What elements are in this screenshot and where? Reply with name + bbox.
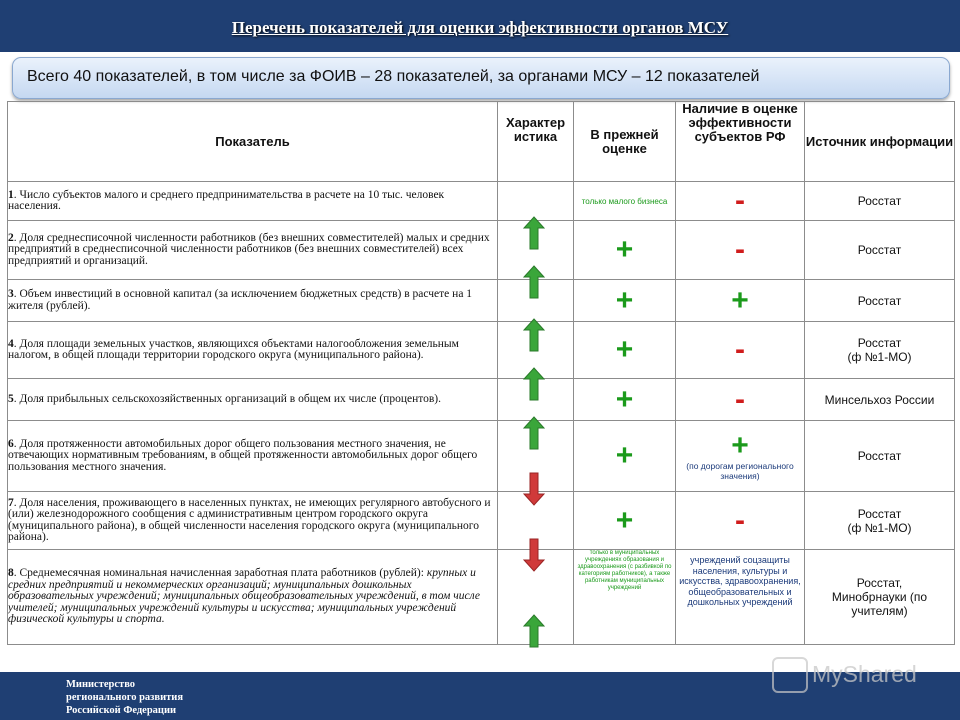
- previous-cell: [574, 421, 676, 492]
- plus-mark: +: [615, 283, 634, 317]
- indicator-cell: 2. Доля среднесписочной численности работников (без внешних совместителей) малых и средних предприятий в среднесписочной численности работников (без внешних совместителей) всех предприятий и организаций.: [8, 221, 498, 280]
- table-row: [8, 280, 955, 322]
- characteristic-cell: [498, 182, 574, 221]
- table-row: [8, 550, 955, 645]
- table-row: [8, 379, 955, 421]
- indicator-cell: 7. Доля населения, проживающего в населенных пунктах, не имеющих регулярного автобусного и (или) железнодорожного сообщения с административным центром городского округа (муниципального района), в общей численности населения городского округа (муниципального района).: [8, 492, 498, 550]
- source-cell: Росстат: [805, 280, 955, 322]
- indicator-cell: 8. Среднемесячная номинальная начисленная заработная плата работников (рублей): крупных и средних предприятий и некоммерческих организаций; муниципальных дошкольных образовательных учреждений; муниципальных общеобразовательных учреждений, в том числе учителей; муниципальных учреждений культуры и искусства; муниципальных учреждений физической культуры и спорта.: [8, 550, 498, 645]
- source-cell: Росстат: [805, 182, 955, 221]
- table-row: [8, 322, 955, 379]
- source-cell: Росстат (ф №1-МО): [805, 492, 955, 550]
- rf-cell: [676, 280, 805, 322]
- previous-note: только малого бизнеса: [581, 196, 668, 206]
- minus-mark: -: [735, 382, 745, 416]
- arrow-up-icon: [523, 416, 545, 450]
- indicator-cell: 6. Доля протяженности автомобильных дорог общего пользования местного значения, не отвечающих нормативным требованиям, в общей протяженности автомобильных дорог общего пользования местного значения.: [8, 421, 498, 492]
- rf-cell: [676, 379, 805, 421]
- minus-mark: -: [735, 233, 745, 266]
- rf-cell: [676, 221, 805, 280]
- table-row: [8, 182, 955, 221]
- minus-mark: -: [735, 333, 745, 366]
- plus-mark: +: [615, 333, 634, 366]
- ministry-label: Министерство регионального развития Российской Федерации: [66, 679, 184, 716]
- plus-mark: +: [615, 233, 634, 266]
- source-cell: Росстат: [805, 221, 955, 280]
- arrow-up-icon: [523, 216, 545, 250]
- indicator-cell: 5. Доля прибыльных сельскохозяйственных организаций в общем их числе (процентов).: [8, 379, 498, 421]
- indicators-table: [7, 101, 955, 645]
- plus-mark: +: [731, 283, 749, 317]
- indicator-cell: 3. Объем инвестиций в основной капитал (за исключением бюджетных средств) в расчете на 1 жителя (рублей).: [8, 280, 498, 322]
- summary-banner: [12, 57, 950, 99]
- previous-cell: [574, 379, 676, 421]
- previous-cell: [574, 221, 676, 280]
- minus-mark: -: [735, 184, 745, 217]
- rf-note: (по дорогам регионального значения): [686, 461, 794, 481]
- source-cell: Минсельхоз России: [805, 379, 955, 421]
- arrow-down-icon: [523, 472, 545, 506]
- arrow-up-icon: [523, 265, 545, 299]
- watermark-text: MyShared: [812, 661, 917, 687]
- rf-cell: [676, 322, 805, 379]
- plus-mark: +: [615, 382, 634, 416]
- plus-mark: +: [731, 429, 749, 462]
- plus-mark: +: [615, 439, 634, 472]
- previous-note: только в муниципальных учреждениях образования и здравоохранения (с разбивкой по категориям работников), а также работникам муниципальных учреждений: [577, 550, 672, 591]
- summary-text: Всего 40 показателей, в том числе за ФОИВ – 28 показателей, за органами МСУ – 12 показателей: [27, 68, 760, 85]
- arrow-up-icon: [523, 318, 545, 352]
- source-cell: Росстат (ф №1-МО): [805, 322, 955, 379]
- header-indicator: Показатель: [8, 102, 498, 182]
- rf-cell: [676, 182, 805, 221]
- previous-cell: [574, 492, 676, 550]
- arrow-down-icon: [523, 538, 545, 572]
- indicator-cell: 4. Доля площади земельных участков, являющихся объектами налогообложения земельным налогом, в общей площади территории городского округа (муниципального района).: [8, 322, 498, 379]
- table-row: [8, 492, 955, 550]
- arrow-up-icon: [523, 367, 545, 401]
- table-header-row: [8, 102, 955, 182]
- header-previous: В прежней оценке: [574, 102, 676, 182]
- previous-cell: [574, 280, 676, 322]
- rf-cell: [676, 492, 805, 550]
- watermark-logo-icon: [772, 657, 808, 693]
- previous-cell: [574, 550, 676, 645]
- rf-cell: [676, 550, 805, 645]
- minus-mark: -: [735, 503, 745, 537]
- plus-mark: +: [615, 503, 634, 537]
- table-row: [8, 221, 955, 280]
- table-row: [8, 421, 955, 492]
- source-cell: Росстат, Минобрнауки (по учителям): [805, 550, 955, 645]
- previous-cell: [574, 182, 676, 221]
- arrow-up-icon: [523, 614, 545, 648]
- rf-cell: [676, 421, 805, 492]
- page-title: Перечень показателей для оценки эффективности органов МСУ: [231, 18, 729, 37]
- source-cell: Росстат: [805, 421, 955, 492]
- header-characteristic: Характеристика: [498, 102, 574, 182]
- header-rf-presence: Наличие в оценке эффективности субъектов РФ: [676, 102, 805, 182]
- header-source: Источник информации: [805, 102, 955, 182]
- indicator-cell: 1. Число субъектов малого и среднего предпринимательства в расчете на 10 тыс. человек населения.: [8, 182, 498, 221]
- previous-cell: [574, 322, 676, 379]
- rf-note: учреждений соцзащиты населения, культуры и искусства, здравоохранения, общеобразовательных и дошкольных учреждений: [679, 555, 801, 607]
